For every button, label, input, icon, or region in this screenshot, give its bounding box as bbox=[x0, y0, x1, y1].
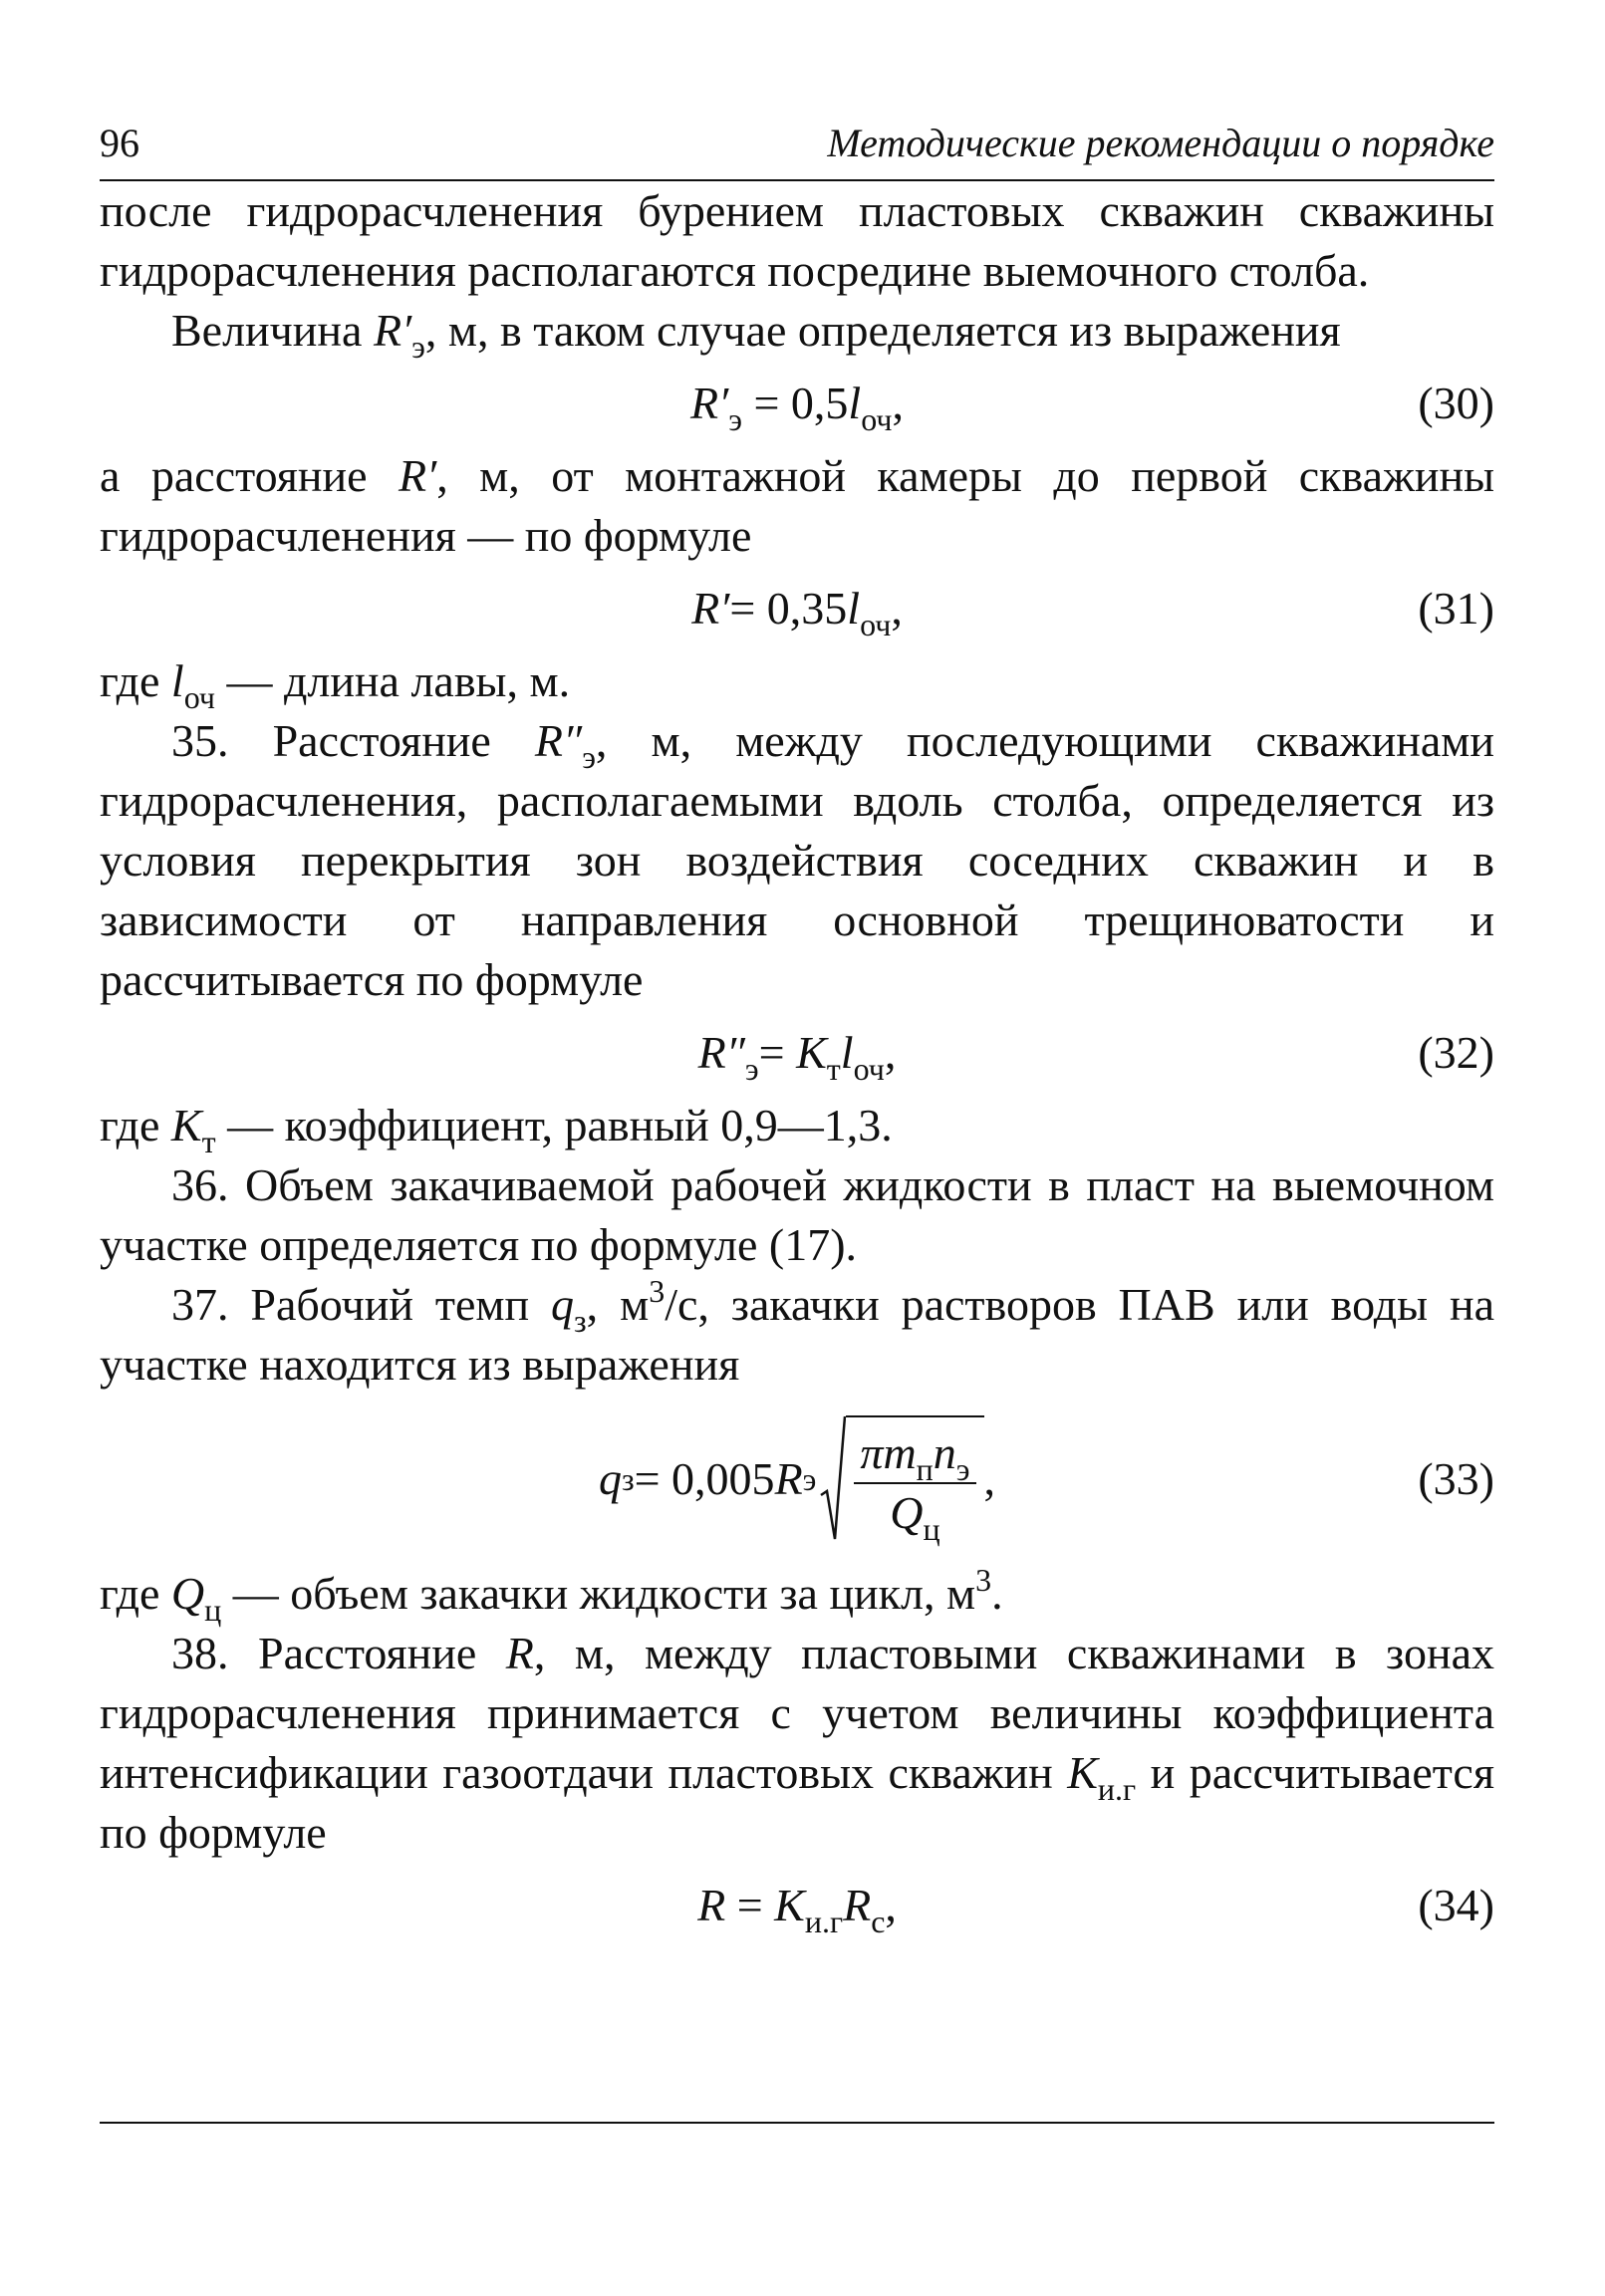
paragraph-6: где $K_т$ — коэффициент, равный 0,9—1,3. bbox=[100, 1100, 893, 1159]
paragraph-4: где $l_{оч}$ — длина лавы, м. bbox=[100, 655, 571, 715]
radical-sign bbox=[820, 1415, 846, 1543]
equation-33-formula: q з = 0,005 R э $\frac{\pi m_пn_э}{Q_ц}$ , bbox=[599, 1415, 995, 1543]
equation-30-formula: $R'_э = 0,5l_{оч}$, bbox=[690, 378, 904, 437]
paragraph-5: 35. Расстояние $R''_э$, м, между последующими скважинами гидрорасчленения, располагаемыми вдоль столба, определяется из условия перекрытия зон воздействия соседних скважин и в зависимости от направления основной трещиноватости и рассчитывается по формуле bbox=[100, 715, 1494, 1005]
page-body bbox=[100, 181, 1494, 1948]
equation-33-number: (33) bbox=[1418, 1453, 1494, 1504]
equation-31-formula: $R'= 0,35l_{оч}$, bbox=[691, 583, 903, 642]
square-root bbox=[820, 1415, 983, 1547]
page-header bbox=[100, 100, 1494, 181]
equation-34-formula: $R = K_{и.г}R_с$, bbox=[697, 1880, 897, 1939]
radicand bbox=[846, 1415, 983, 1547]
equation-30 bbox=[100, 361, 1494, 446]
paragraph-10: 38. Расстояние R, м, между пластовыми скважинами в зонах гидрорасчленения принимается с учетом величины коэффициента интенсификации газоотдачи пластовых скважин $K_{и.г}$ и рассчитывается по формуле bbox=[100, 1628, 1494, 1858]
equation-34 bbox=[100, 1863, 1494, 1948]
document-page bbox=[100, 100, 1494, 1948]
fraction bbox=[854, 1427, 975, 1547]
equation-32 bbox=[100, 1010, 1494, 1096]
equation-32-formula: $R''_э= K_тl_{оч}$, bbox=[697, 1027, 897, 1087]
fraction-denominator: $Q_ц$ bbox=[890, 1487, 940, 1547]
paragraph-2: Величина $R'_э$, м, в таком случае определяется из выражения bbox=[171, 305, 1341, 365]
paragraph-7: 36. Объем закачиваемой рабочей жидкости в пласт на выемочном участке определяется по формуле (17). bbox=[100, 1159, 1494, 1270]
equation-31 bbox=[100, 566, 1494, 651]
equation-34-number: (34) bbox=[1418, 1880, 1494, 1930]
equation-33 bbox=[100, 1395, 1494, 1564]
page-number: 96 bbox=[100, 121, 139, 165]
paragraph-1: после гидрорасчленения бурением пластовых скважин скважины гидрорасчленения располагаются посредине выемочного столба. bbox=[100, 185, 1494, 296]
fraction-numerator: $\pi m_пn_э$ bbox=[854, 1428, 975, 1484]
paragraph-8: 37. Рабочий темп $q_з$, $м^3/с$, закачки растворов ПАВ или воды на участке находится из выражения bbox=[100, 1273, 1494, 1390]
paragraph-3: а расстояние R′, м, от монтажной камеры до первой скважины гидрорасчленения — по формуле bbox=[100, 450, 1494, 561]
paragraph-9: где $Q_ц$ — объем закачки жидкости за цикл, $м^3$. bbox=[100, 1562, 1003, 1628]
equation-31-number: (31) bbox=[1418, 583, 1494, 634]
running-title: Методические рекомендации о порядке bbox=[827, 121, 1494, 165]
footer-rule bbox=[100, 2122, 1494, 2124]
equation-30-number: (30) bbox=[1418, 378, 1494, 428]
equation-32-number: (32) bbox=[1418, 1027, 1494, 1078]
